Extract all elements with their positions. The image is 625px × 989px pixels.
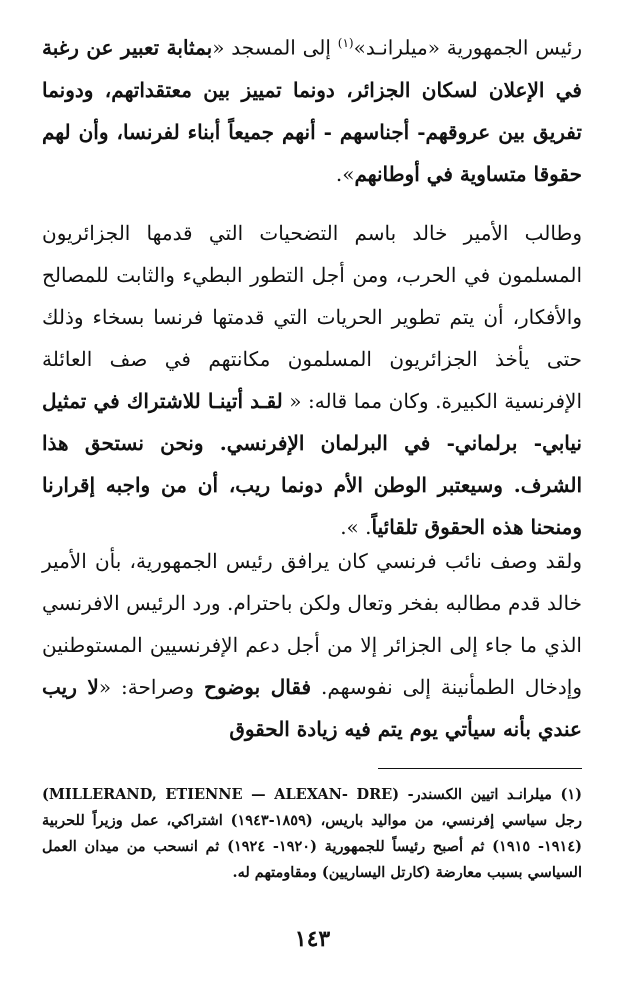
p3-bold-1: فقال بوضوح (204, 675, 312, 699)
p1-quote-bold: بمثابة تعبير عن رغبة في الإعلان لسكان الجزائر، دونما تمييز بين معتقداتهم، ودونما تفريق بين عروقهم- أجناسهم - أنهم جميعاً أبناء لفرنسا، وأن لهم حقوقا متساوية في أوطانهم (42, 35, 582, 186)
p3-part-3: وصراحة: « (98, 675, 205, 699)
p3-part-1: ولقد وصف نائب فرنسي كان يرافق رئيس الجمهورية، بأن الأمير خالد قدم مطالبه بفخر وتعال ولكن باحترام. ورد الرئيس الافرنسي الذي ما جاء إلى الجزائر إلا من أجل دعم الإفرنسيين المستوطنين وإدخال الطمأنينة إلى نفوسهم. (42, 549, 582, 699)
p1-part-1: رئيس الجمهورية «ميلرانـد» (353, 35, 583, 60)
paragraph-3 (42, 540, 582, 750)
footnote-name-arabic: ميلرانـد اتيين الكسندر- (407, 786, 552, 803)
footnote-marker: (١) (560, 786, 582, 803)
footnote (42, 782, 582, 886)
footnote-body: رجل سياسي إفرنسي، من مواليد باريس، (١٨٥٩-١٩٤٣) اشتراكي، عمل وزيراً للحربية (١٩١٤- ١٩١٥) ثم أصبح رئيساً للجمهورية (١٩٢٠- ١٩٢٤) ثم انسحب من ميدان العمل السياسي بسبب معارضة (كارتل اليساريين) ومقاومتهم له. (42, 812, 583, 881)
p1-part-3: إلى المسجد « (212, 35, 338, 60)
paragraph-2 (42, 212, 582, 548)
paragraph-1 (42, 22, 582, 195)
page-number: ١٤٣ (294, 926, 331, 952)
p2-part-3: . ». (340, 515, 372, 539)
p2-quote-bold: لقـد أتينـا للاشتراك في تمثيل نيابي- برلماني- في البرلمان الإفرنسي. ونحن نستحق هذا الشرف. وسيعتبر الوطن الأم دونما ريب، أن من واجبه إقرارنا ومنحنا هذه الحقوق تلقائياً (42, 389, 582, 539)
p1-part-5: ». (335, 161, 355, 186)
p2-part-1: وطالب الأمير خالد باسم التضحيات التي قدمها الجزائريون المسلمون في الحرب، ومن أجل التطور البطيء والثابت للمصالح والأفكار، أن يتم تطوير الحريات التي قدمتها فرنسا بسخاء وذلك حتى يأخذ الجزائريون المسلمون مكانتهم في صف العائلة الإفرنسية الكبيرة. وكان مما قاله: « (42, 221, 583, 413)
footnote-name-latin: (MILLERAND, ETIENNE — ALEXAN- (42, 786, 348, 803)
footnote-name-latin-end: DRE) (356, 786, 400, 803)
footnote-ref: (١) (337, 36, 354, 50)
p3-quote-bold: لا ريب عندي بأنه سيأتي يوم يتم فيه زيادة الحقوق (42, 675, 582, 741)
footnote-divider (378, 768, 582, 769)
